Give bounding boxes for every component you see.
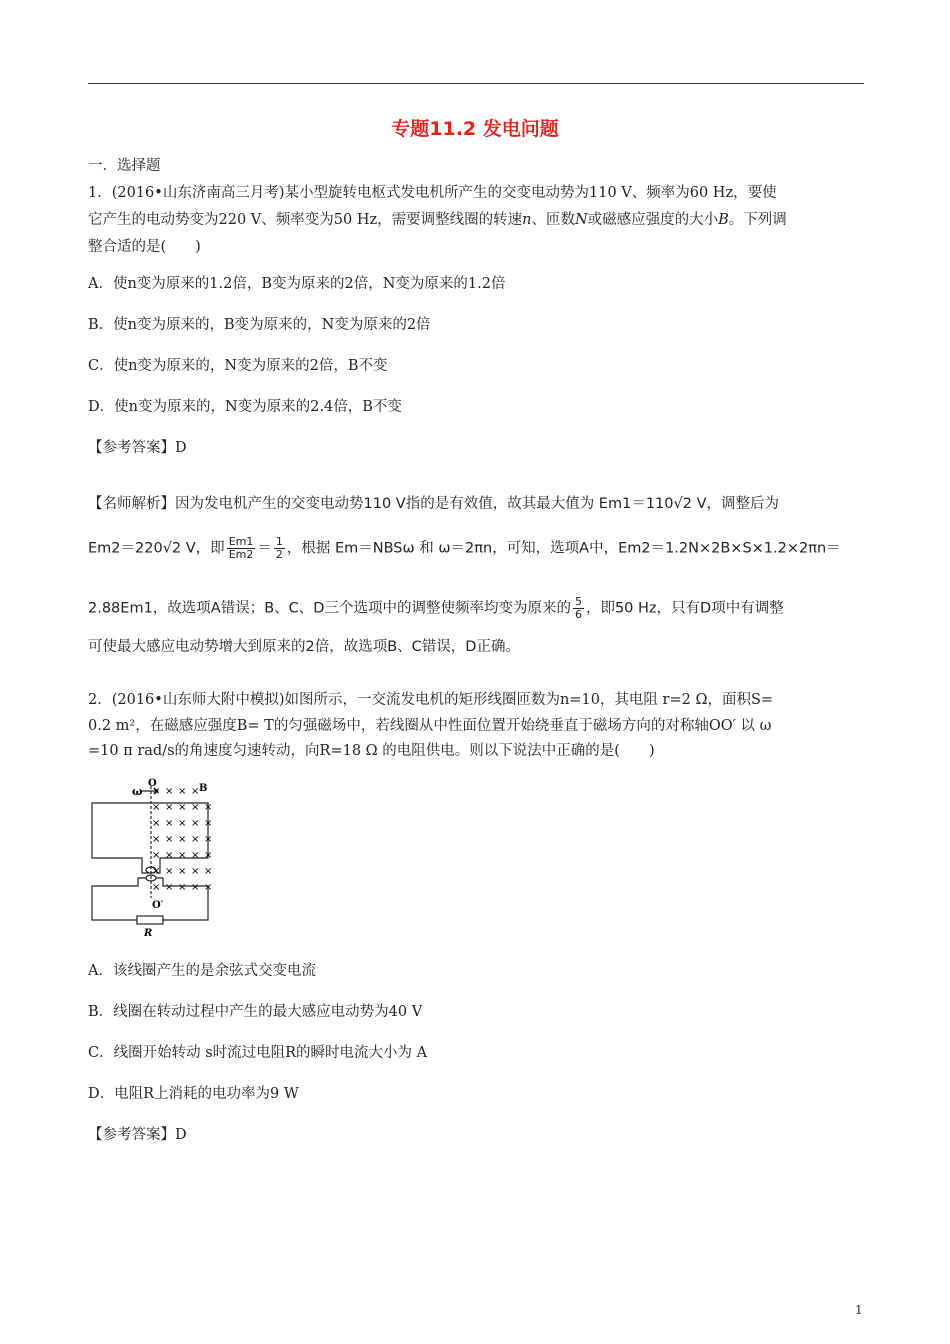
q1-stem-line2: 它产生的电动势变为220 V、频率变为50 Hz，需要调整线圈的转速n、匝数N或磁感应强度的大小B。下列调 xyxy=(88,212,787,228)
field-mark: × xyxy=(152,866,161,877)
field-mark: × xyxy=(178,850,187,861)
page-number: 1 xyxy=(855,1303,863,1317)
field-mark: × xyxy=(165,866,174,877)
omega-label: ω xyxy=(132,785,143,798)
field-mark: × xyxy=(165,802,174,813)
analysis-line1: 【名师解析】因为发电机产生的交变电动势110 V指的是有效值，故其最大值为 Em1＝110√2 V，调整后为 xyxy=(88,496,779,512)
fraction-em1-em2: $\frac{Em1}{Em2}$ xyxy=(228,535,254,561)
field-mark: × xyxy=(178,882,187,893)
field-mark: × xyxy=(204,882,213,893)
field-mark: × xyxy=(178,802,187,813)
field-mark: × xyxy=(191,866,200,877)
resistor-label: R xyxy=(144,928,153,938)
field-mark: × xyxy=(152,882,161,893)
analysis-line3: 2.88Em1，故选项A错误；B、C、D三个选项中的调整使频率均变为原来的 $\frac{5}{6}$ ，即50 Hz，只有D项中有调整 xyxy=(88,595,784,621)
field-mark: × xyxy=(191,818,200,829)
field-mark: × xyxy=(191,802,200,813)
q1-stem-line3: 整合适的是( ) xyxy=(88,239,201,255)
analysis-line2: Em2＝220√2 V，即 $\frac{Em1}{Em2}$ ＝ $\frac{1}{2}$ ，根据 Em＝NBSω 和 ω＝2πn，可知，选项A中，Em2＝1.2N×2B×S×1.2×2πn＝ xyxy=(88,535,841,561)
q2-stem-line3: =10 π rad/s的角速度匀速转动，向R=18 Ω 的电阻供电。则以下说法中正确的是( ) xyxy=(88,743,655,759)
field-mark: × xyxy=(165,850,174,861)
q2-option-c: C．线圈开始转动 s时流过电阻R的瞬时电流大小为 A xyxy=(88,1045,428,1061)
generator-circuit-diagram xyxy=(88,778,223,938)
q1-option-c: C．使n变为原来的，N变为原来的2倍，B不变 xyxy=(88,358,388,374)
q1-option-b: B．使n变为原来的，B变为原来的，N变为原来的2倍 xyxy=(88,317,431,333)
field-mark: × xyxy=(178,866,187,877)
field-mark: × xyxy=(204,802,213,813)
field-mark: × xyxy=(191,834,200,845)
q2-stem-line2: 0.2 m²，在磁感应强度B= T的匀强磁场中，若线圈从中性面位置开始绕垂直于磁场方向的对称轴OO′ 以 ω xyxy=(88,718,772,734)
field-mark: × xyxy=(152,834,161,845)
field-mark: × xyxy=(165,818,174,829)
field-mark: × xyxy=(178,834,187,845)
fraction-five-sixths: $\frac{5}{6}$ xyxy=(574,595,582,621)
field-mark: × xyxy=(204,866,213,877)
q2-answer: 【参考答案】D xyxy=(88,1127,187,1143)
fraction-one-half: $\frac{1}{2}$ xyxy=(275,535,283,561)
q1-option-d: D．使n变为原来的，N变为原来的2.4倍，B不变 xyxy=(88,399,402,415)
field-mark: × xyxy=(152,818,161,829)
q2-option-a: A．该线圈产生的是余弦式交变电流 xyxy=(88,963,316,979)
magnetic-field-marks xyxy=(152,786,212,893)
field-mark: × xyxy=(152,850,161,861)
field-mark: × xyxy=(165,834,174,845)
q2-option-d: D．电阻R上消耗的电功率为9 W xyxy=(88,1086,299,1102)
axis-bottom-label: O′ xyxy=(152,900,164,911)
field-mark: × xyxy=(165,882,174,893)
field-mark: × xyxy=(178,818,187,829)
field-mark: × xyxy=(191,786,200,797)
analysis-line4: 可使最大感应电动势增大到原来的2倍，故选项B、C错误，D正确。 xyxy=(88,639,520,655)
header-rule xyxy=(88,83,864,84)
page-title: 专题11.2 发电问题 xyxy=(391,118,559,140)
field-mark: × xyxy=(152,786,161,797)
q2-option-b: B．线圈在转动过程中产生的最大感应电动势为40 V xyxy=(88,1004,423,1020)
q1-option-a: A．使n变为原来的1.2倍，B变为原来的2倍，N变为原来的1.2倍 xyxy=(88,276,506,292)
section-heading: 一．选择题 xyxy=(88,158,161,174)
field-mark: × xyxy=(204,850,213,861)
field-mark: × xyxy=(178,786,187,797)
axis-top-label: O xyxy=(148,778,157,789)
field-mark: × xyxy=(165,786,174,797)
field-mark: × xyxy=(191,850,200,861)
field-label: B xyxy=(199,783,208,794)
q1-stem-line1: 1．(2016•山东济南高三月考)某小型旋转电枢式发电机所产生的交变电动势为110 V、频率为60 Hz，要使 xyxy=(88,185,777,201)
q2-stem-line1: 2．(2016•山东师大附中模拟)如图所示，一交流发电机的矩形线圈匝数为n=10，其电阻 r=2 Ω，面积S= xyxy=(88,692,774,708)
field-mark: × xyxy=(152,802,161,813)
field-mark: × xyxy=(204,818,213,829)
field-mark: × xyxy=(191,882,200,893)
field-mark: × xyxy=(204,834,213,845)
q1-answer: 【参考答案】D xyxy=(88,440,187,456)
